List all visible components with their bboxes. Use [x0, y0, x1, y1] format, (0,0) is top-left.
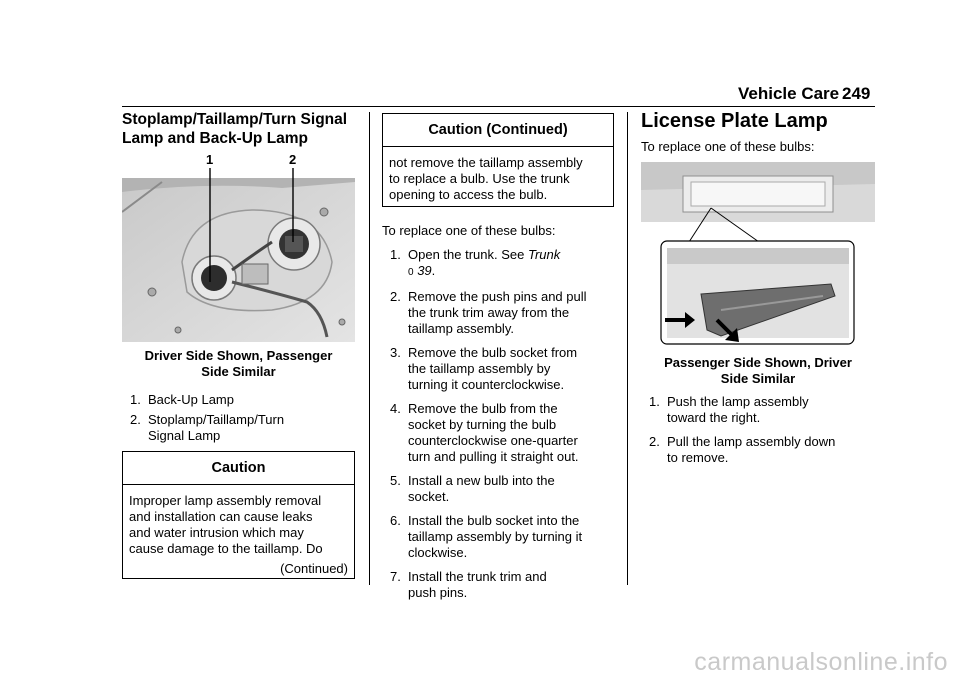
step-item: 2. Remove the push pins and pull the trunk trim away from the taillamp assembly.: [390, 289, 587, 336]
header-rule: [122, 106, 875, 107]
column-divider-1: [369, 112, 370, 585]
step-item: 1. Open the trunk. See Trunk 0 39.: [390, 247, 561, 278]
caution-text: Improper lamp assembly removal and installation can cause leaks and water intrusion which may cause damage to the taillamp. Do: [129, 493, 323, 556]
watermark: carmanualsonline.info: [694, 648, 948, 676]
figure-caption-2: Passenger Side Shown, Driver Side Similar: [664, 355, 852, 386]
caution-box: [122, 451, 355, 579]
section-heading-license-plate-lamp: License Plate Lamp: [641, 110, 828, 132]
legend-item: 2. Stoplamp/Taillamp/Turn Signal Lamp: [130, 412, 285, 443]
figure-legend: [122, 392, 355, 448]
page-number: 249: [842, 84, 871, 103]
caution-box-continued: [382, 113, 614, 207]
intro-text-license: To replace one of these bulbs:: [641, 139, 815, 154]
column-divider-2: [627, 112, 628, 585]
running-header-title: Vehicle Care: [738, 84, 840, 103]
section-heading-stoplamp: Stoplamp/Taillamp/Turn Signal Lamp and Back-Up Lamp: [122, 111, 348, 147]
caution-title: Caution: [123, 452, 354, 485]
intro-text: To replace one of these bulbs:: [382, 223, 556, 238]
step-item: 7. Install the trunk trim and push pins.: [390, 569, 547, 600]
page-ref-number[interactable]: 39: [417, 263, 432, 278]
figure-caption-1: Driver Side Shown, Passenger Side Similar: [144, 348, 333, 379]
license-plate-lamp-illustration: [641, 160, 875, 350]
step-item: 5. Install a new bulb into the socket.: [390, 473, 555, 504]
step-item: 3. Remove the bulb socket from the taillamp assembly by turning it counterclockwise.: [390, 345, 578, 392]
step-item: 2. Pull the lamp assembly down to remove.: [649, 434, 836, 465]
procedure-steps: [382, 247, 622, 609]
caution-title-continued: Caution (Continued): [383, 114, 613, 147]
caution-text-continued: not remove the taillamp assembly to replace a bulb. Use the trunk opening to access the bulb.: [389, 155, 583, 202]
step-item: 6. Install the bulb socket into the taillamp assembly by turning it clockwise.: [390, 513, 583, 560]
legend-item: 1. Back-Up Lamp: [130, 392, 234, 407]
page-ref-icon: 0: [408, 267, 414, 278]
trunk-link[interactable]: Trunk: [527, 247, 561, 262]
step-item: 4. Remove the bulb from the socket by turning the bulb counterclockwise one-quarter turn and pulling it straight out.: [390, 401, 579, 464]
license-procedure-steps: [641, 394, 875, 474]
callout-1: 1: [206, 152, 214, 167]
step-item: 1. Push the lamp assembly toward the right.: [649, 394, 809, 425]
callout-2: 2: [289, 152, 297, 167]
caution-continued: (Continued): [280, 561, 348, 576]
taillamp-illustration: [122, 152, 355, 342]
